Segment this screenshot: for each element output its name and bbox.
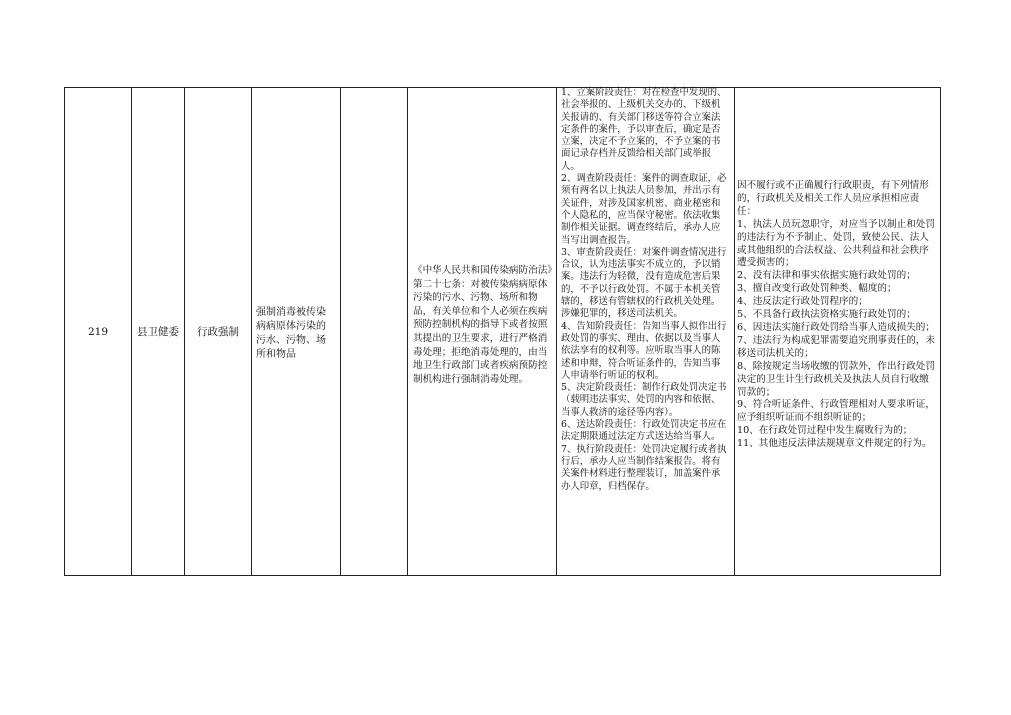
responsibility-item: 6、送达阶段责任：行政处罚决定书应在法定期限通过法定方式送达给当事人。	[561, 419, 727, 443]
record-table	[64, 87, 941, 576]
accountability-item: 8、除按规定当场收缴的罚款外，作出行政处罚决定的卫生计生行政机关及执法人员自行收缴罚款的；	[737, 360, 935, 398]
accountability-intro: 因不履行或不正确履行行政职责，有下列情形的，行政机关及相关工作人员应承担相应责任：	[737, 180, 929, 217]
responsibility-item: 7、执行阶段责任：处罚决定履行或者执行后，承办人应当制作结案报告。将有关案件材料进行整理装订，加盖案件承办人印章，归档保存。	[561, 443, 727, 492]
accountability-item: 10、在行政处罚过程中发生腐败行为的；	[737, 425, 913, 437]
accountability-item: 3、擅自改变行政处罚种类、幅度的；	[737, 283, 897, 295]
legal-basis: 《中华人民共和国传染病防治法》第二十七条：对被传染病病原体污染的污水、污物、场所和物品，有关单位和个人必须在疾病预防控制机构的指导下或者按照其提出的卫生要求，进行严格消毒处理；拒绝消毒处理的，由当地卫生行政部门或者疾病预防控制机构进行强制消毒处理。	[413, 265, 553, 385]
accountability-item: 11、其他违反法律法规规章文件规定的行为。	[737, 438, 932, 450]
department: 县卫健委	[137, 326, 179, 338]
row-number-cell	[65, 88, 132, 575]
accountability-item: 4、违反法定行政处罚程序的；	[737, 296, 868, 308]
responsibility-item: 2、调查阶段责任：案件的调查取证，必须有两名以上执法人员参加，并出示有关证件，对涉及国家机密、商业秘密和个人隐私的，应当保守秘密。依法收集制作相关证据。调查终结后，承办人应当写出调查报告。	[561, 173, 727, 246]
accountability-cell	[735, 88, 940, 575]
responsibility-item: 5、决定阶段责任：制作行政处罚决定书（载明违法事实、处罚的内容和依据、当事人救济的途径等内容）。	[561, 382, 727, 418]
category: 行政强制	[197, 326, 239, 338]
accountability-text	[735, 180, 940, 451]
legal-basis-cell	[408, 88, 557, 575]
responsibility-item: 3、审查阶段责任：对案件调查情况进行合议，认为违法事实不成立的，予以销案。违法行为轻微，没有造成危害后果的，不予以行政处罚。不属于本机关管辖的，移送有管辖权的行政机关处理。涉嫌犯罪的，移送司法机关。	[561, 246, 727, 320]
responsibilities-cell	[557, 88, 735, 575]
accountability-item: 9、符合听证条件、行政管理相对人要求听证，应予组织听证而不组织听证的；	[737, 399, 935, 424]
accountability-item: 6、因违法实施行政处罚给当事人造成损失的；	[737, 321, 935, 333]
responsibility-item: 1、立案阶段责任：对在检查中发现的、社会举报的、上级机关交办的、下级机关报请的、有关部门移送等符合立案法定条件的案件，予以审查后，确定是否立案，决定不予立案的，不予立案的书面记录存档并反馈给相关部门或举报人。	[561, 87, 727, 172]
department-cell	[132, 88, 185, 575]
category-cell	[185, 88, 252, 575]
accountability-item: 5、不具备行政执法资格实施行政处罚的；	[737, 309, 916, 321]
accountability-item: 7、违法行为构成犯罪需要追究刑事责任的，未移送司法机关的；	[737, 334, 935, 359]
accountability-item: 2、没有法律和事实依据实施行政处罚的；	[737, 270, 916, 282]
accountability-item: 1、执法人员玩忽职守，对应当予以制止和处罚的违法行为不予制止、处罚，致使公民、法人或其他组织的合法权益、公共利益和社会秩序遭受损害的；	[737, 218, 935, 269]
item-name-cell	[252, 88, 341, 575]
sub-item-cell	[341, 88, 408, 575]
responsibilities-text	[557, 87, 734, 493]
responsibility-item: 4、告知阶段责任：告知当事人拟作出行政处罚的事实、理由、依据以及当事人依法享有的权利等。应听取当事人的陈述和申辩，符合听证条件的，告知当事人申请举行听证的权利。	[561, 320, 727, 381]
item-name: 强制消毒被传染病病原体污染的污水、污物、场所和物品	[256, 307, 326, 360]
row-number: 219	[87, 325, 109, 338]
